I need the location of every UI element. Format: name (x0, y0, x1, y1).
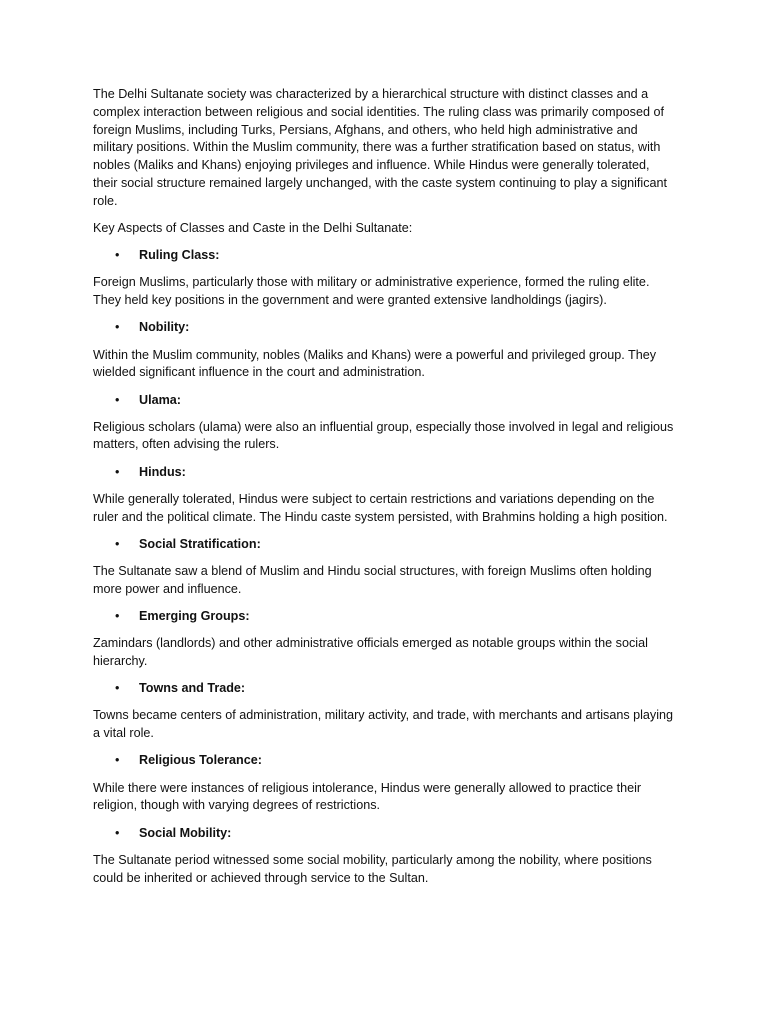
section-body: Zamindars (landlords) and other administrative officials emerged as notable groups within the social hierarchy. (93, 636, 648, 668)
section-body: Religious scholars (ulama) were also an influential group, especially those involved in legal and religious matters, often advising the rulers. (93, 419, 674, 452)
bullet-icon: • (115, 392, 120, 407)
bullet-icon: • (115, 536, 120, 551)
section-heading (93, 825, 675, 843)
section-heading-text: Nobility: (139, 320, 190, 335)
section-body: Foreign Muslims, particularly those with military or administrative experience, formed the ruling elite. They held key positions in the government and were granted extensive landholdings (jagirs). (93, 275, 650, 308)
section-body: The Sultanate saw a blend of Muslim and Hindu social structures, with foreign Muslims often holding more power and influence. (93, 564, 652, 596)
section-body: While generally tolerated, Hindus were subject to certain restrictions and variations depending on the ruler and the political climate. The Hindu caste system persisted, with Brahmins holding a high position. (93, 491, 668, 524)
bullet-icon: • (115, 248, 120, 263)
section-heading-text: Emerging Groups: (139, 609, 250, 624)
section-body: The Sultanate period witnessed some social mobility, particularly among the nobility, where positions could be inherited or achieved through service to the Sultan. (93, 852, 652, 885)
section-body: Towns became centers of administration, military activity, and trade, with merchants and artisans playing a vital role. (93, 708, 674, 741)
section-heading-text: Towns and Trade: (139, 681, 246, 696)
section-heading (93, 319, 675, 337)
section-heading (93, 247, 675, 265)
document-page (93, 86, 675, 897)
bullet-icon: • (115, 681, 120, 696)
section-body: While there were instances of religious intolerance, Hindus were generally allowed to practice their religion, though with varying degrees of restrictions. (93, 780, 642, 813)
section-heading-text: Social Stratification: (139, 536, 261, 551)
section-body: Within the Muslim community, nobles (Maliks and Khans) were a powerful and privileged group. They wielded significant influence in the court and administration. (93, 347, 657, 380)
bullet-icon: • (115, 753, 120, 768)
section-heading (93, 392, 675, 410)
bullet-icon: • (115, 609, 120, 624)
section-heading (93, 536, 675, 554)
section-heading (93, 608, 675, 626)
intro-paragraph: The Delhi Sultanate society was characterized by a hierarchical structure with distinct classes and a complex interaction between religious and social identities. The ruling class was primarily composed of foreign Muslims, including Turks, Persians, Afghans, and others, who held high administrative and military positions. Within the Muslim community, there was a further stratification based on status, with nobles (Maliks and Khans) enjoying privileges and influence. While Hindus were generally tolerated, their social structure remained largely unchanged, with the caste system continuing to play a significant role. (93, 87, 668, 208)
section-heading-text: Religious Tolerance: (139, 753, 262, 768)
section-heading (93, 680, 675, 698)
section-heading (93, 752, 675, 770)
section-heading-text: Ulama: (139, 392, 181, 407)
section-heading (93, 464, 675, 482)
section-heading-text: Hindus: (139, 464, 186, 479)
bullet-icon: • (115, 825, 120, 840)
bullet-icon: • (115, 320, 120, 335)
section-heading-text: Ruling Class: (139, 248, 220, 263)
lead-in-paragraph: Key Aspects of Classes and Caste in the Delhi Sultanate: (93, 220, 413, 235)
section-heading-text: Social Mobility: (139, 825, 232, 840)
bullet-icon: • (115, 464, 120, 479)
